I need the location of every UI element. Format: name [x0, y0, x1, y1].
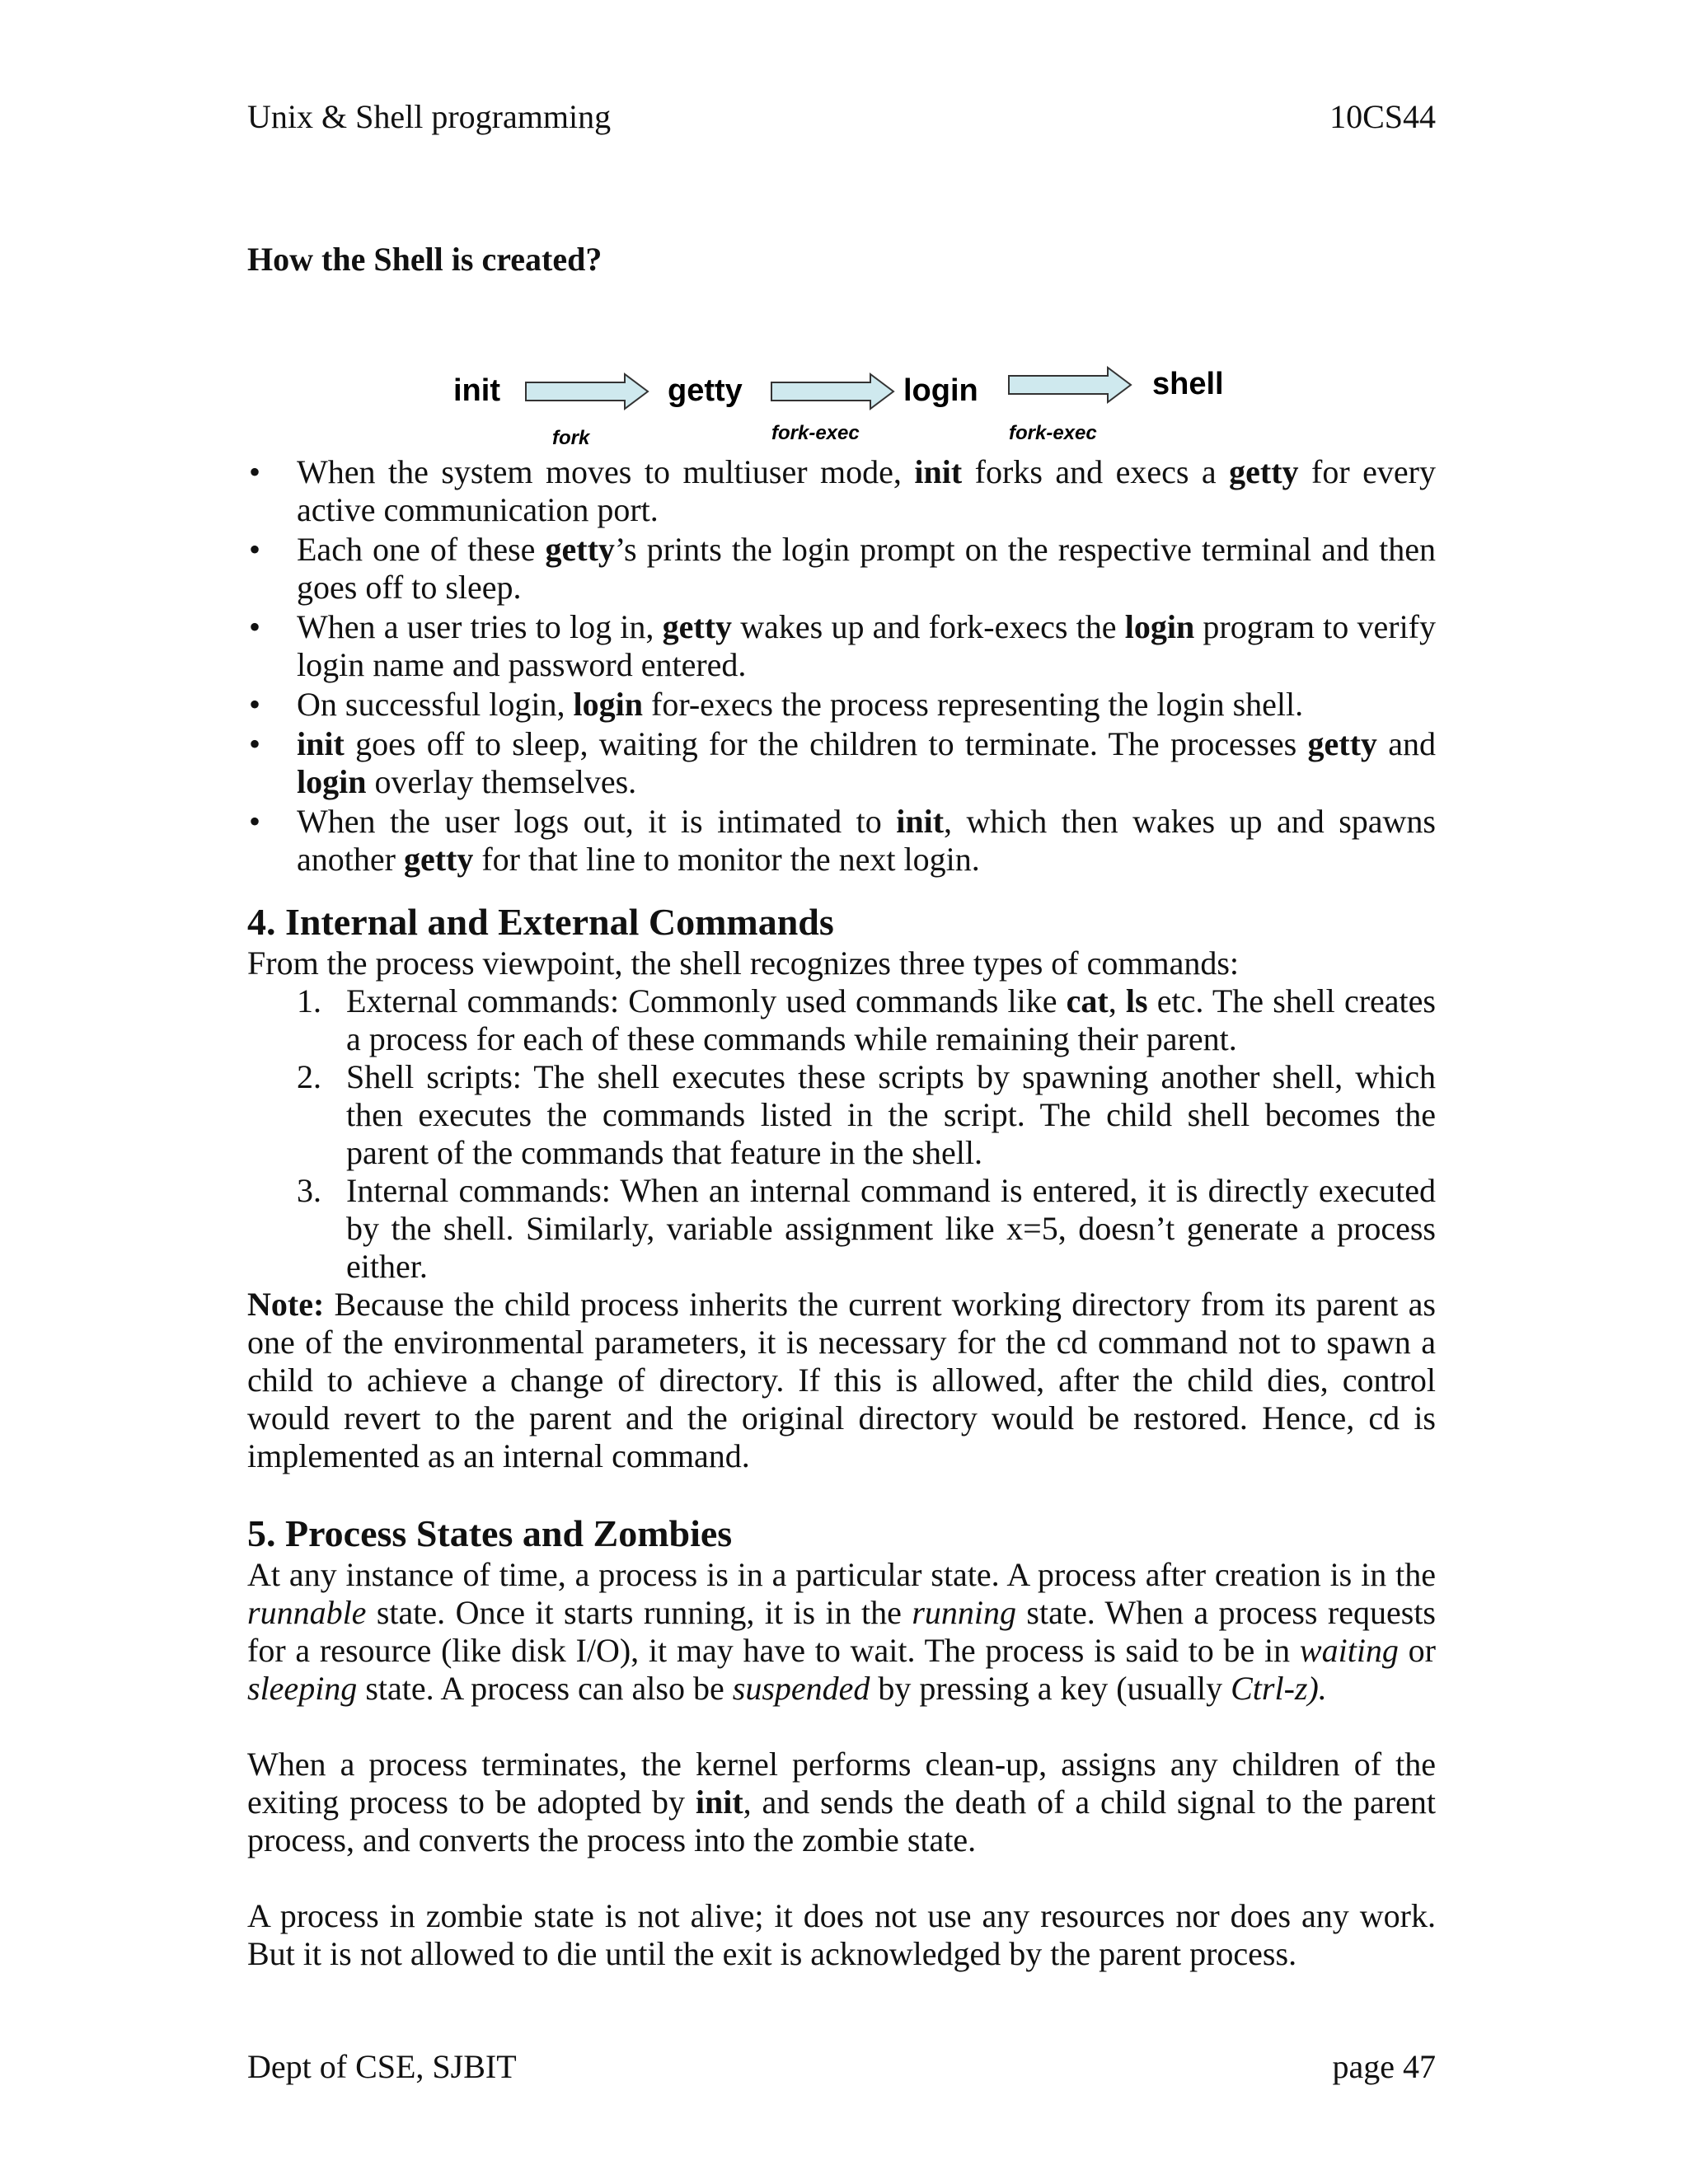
- shell-creation-diagram: [247, 280, 1436, 453]
- list-item: • When a user tries to log in, getty wakes up and fork-execs the login program to verify login name and password entered.: [249, 608, 1437, 683]
- list-item: • On successful login, login for-execs the process representing the login shell.: [249, 686, 1304, 723]
- page-footer: [247, 2047, 1436, 2087]
- footer-page-number: page 47: [1332, 2048, 1436, 2085]
- shell-creation-bullets: [247, 453, 1436, 879]
- diagram-edge-fork: fork: [552, 427, 590, 449]
- section-5-heading: 5. Process States and Zombies: [247, 1512, 733, 1554]
- arrow-icon: [1007, 366, 1132, 404]
- list-item: • When the user logs out, it is intimated to init, which then wakes up and spawns another getty for that line to monitor the next login.: [249, 803, 1437, 878]
- section-5-paragraph-3: A process in zombie state is not alive; it does not use any resources nor does any work. But it is not allowed to die until the exit is acknowledged by the parent process.: [247, 1897, 1436, 1972]
- diagram-node-init: init: [453, 373, 500, 408]
- arrow-icon: [770, 373, 895, 410]
- section-4-note: Note: Because the child process inherits the current working directory from its parent as one of the environmental parameters, it is necessary for the cd command not to spawn a child to achieve a change of directory. If this is allowed, after the child dies, control would revert to the parent and the original directory would be restored. Hence, cd is implemented as an internal command.: [247, 1286, 1436, 1474]
- list-item: 3. Internal commands: When an internal command is entered, it is directly executed by the shell. Similarly, variable assignment like x=5, doesn’t generate a process either.: [297, 1172, 1436, 1285]
- page-header: [247, 97, 1436, 137]
- header-course-title: Unix & Shell programming: [247, 98, 612, 135]
- shell-creation-heading: How the Shell is created?: [247, 241, 603, 278]
- section-5-paragraph-1: At any instance of time, a process is in a particular state. A process after creation is in the runnable state. Once it starts running, it is in the running state. When a process requests for a resource (like disk I/O), it may have to wait. The process is said to be in waiting or sleeping state. A process can also be suspended by pressing a key (usually Ctrl-z).: [247, 1556, 1436, 1707]
- footer-department: Dept of CSE, SJBIT: [247, 2048, 517, 2085]
- list-item: 2. Shell scripts: The shell executes these scripts by spawning another shell, which then executes the commands listed in the script. The child shell becomes the parent of the commands that feature in the shell.: [297, 1058, 1436, 1171]
- diagram-edge-fork-exec-1: fork-exec: [771, 422, 860, 444]
- arrow-icon: [524, 373, 649, 410]
- section-4-intro: From the process viewpoint, the shell recognizes three types of commands:: [247, 944, 1240, 982]
- section-5-paragraph-2: When a process terminates, the kernel performs clean-up, assigns any children of the exiting process to be adopted by init, and sends the death of a child signal to the parent process, and converts the process into the zombie state.: [247, 1746, 1436, 1858]
- list-item: • When the system moves to multiuser mode, init forks and execs a getty for every active communication port.: [249, 453, 1436, 528]
- diagram-node-getty: getty: [668, 373, 743, 408]
- list-item: • init goes off to sleep, waiting for the children to terminate. The processes getty and login overlay themselves.: [249, 725, 1436, 800]
- list-item: • Each one of these getty’s prints the login prompt on the respective terminal and then goes off to sleep.: [249, 531, 1437, 606]
- command-types-list: [247, 982, 1436, 1286]
- diagram-node-login: login: [903, 373, 978, 408]
- diagram-edge-fork-exec-2: fork-exec: [1009, 422, 1097, 444]
- page-content: [247, 239, 1436, 1973]
- list-item: 1. External commands: Commonly used commands like cat, ls etc. The shell creates a process for each of these commands while remaining their parent.: [297, 982, 1436, 1057]
- diagram-node-shell: shell: [1152, 367, 1224, 401]
- section-4-heading: 4. Internal and External Commands: [247, 901, 834, 943]
- header-course-code: 10CS44: [1329, 98, 1436, 135]
